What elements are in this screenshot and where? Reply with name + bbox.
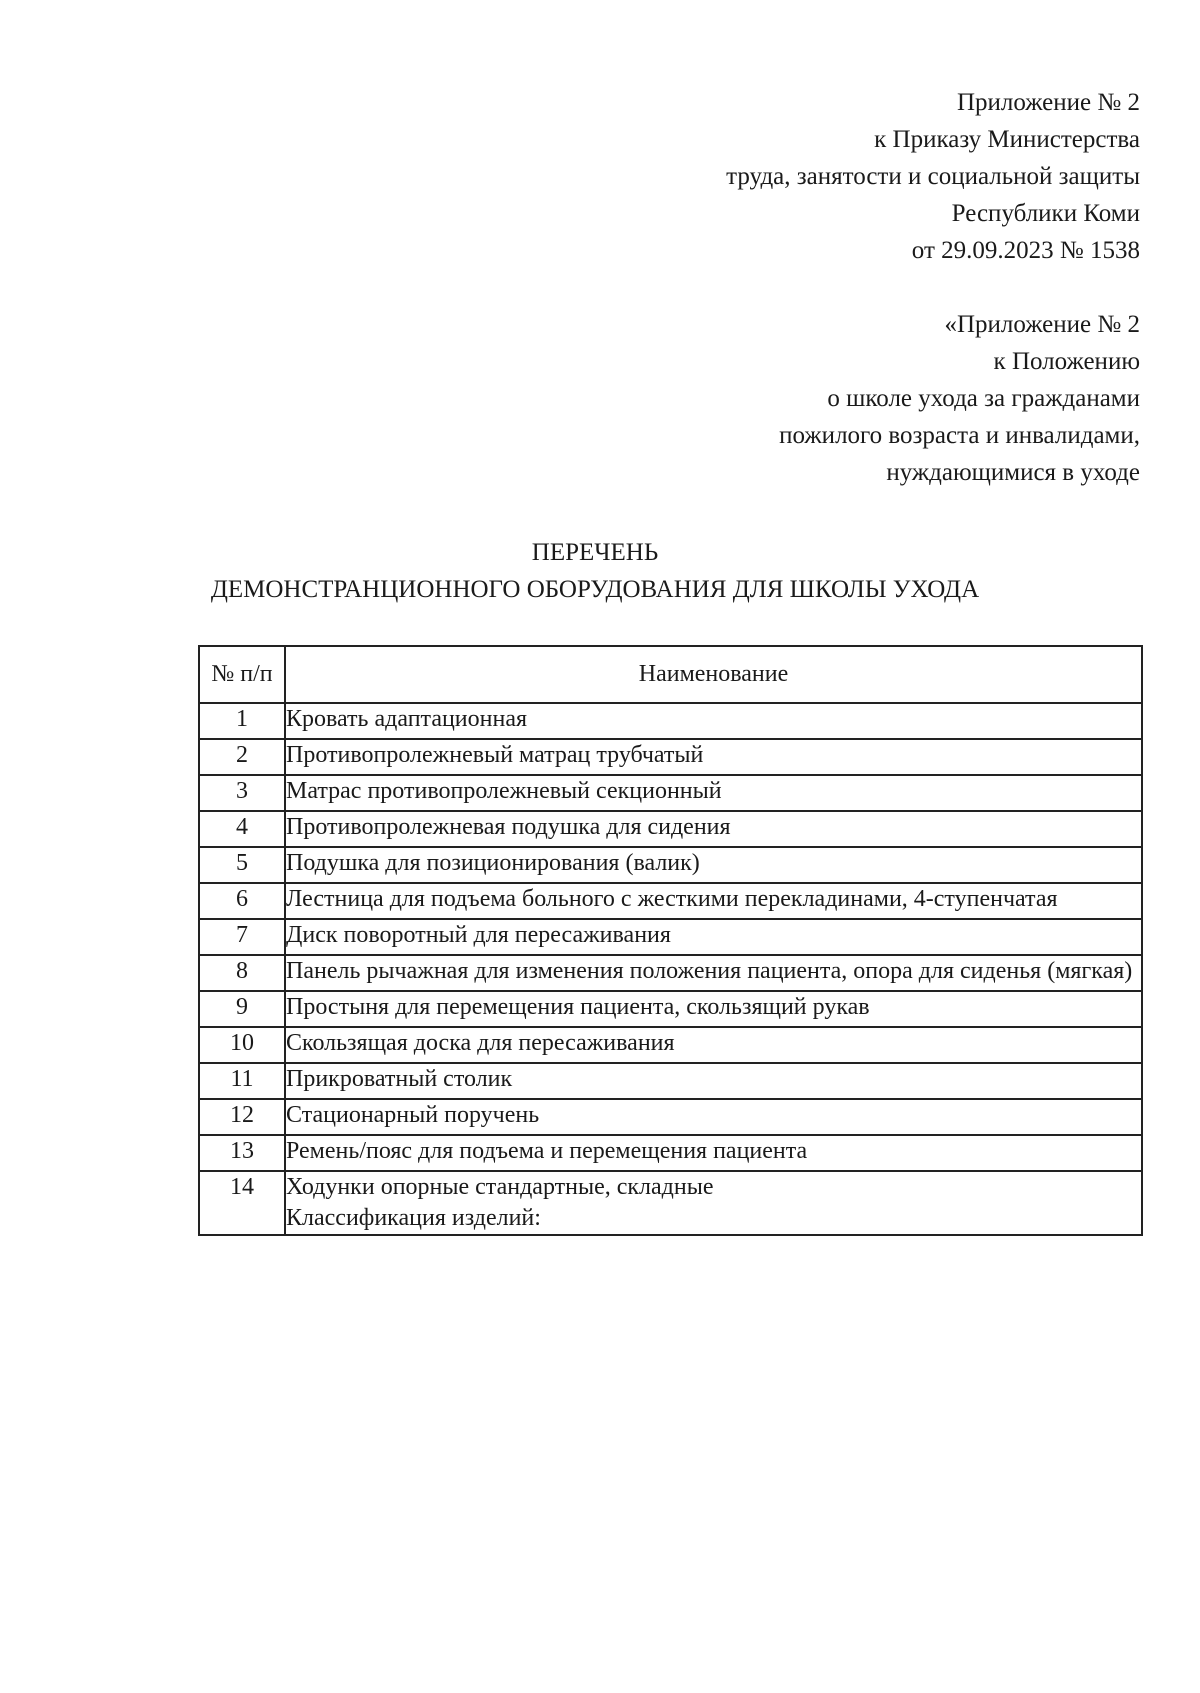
column-header-number: № п/п	[199, 646, 285, 703]
row-item-name	[285, 775, 1142, 811]
item-name-text: Подушка для позиционирования (валик)	[286, 850, 700, 876]
row-number: 3	[199, 775, 285, 811]
item-name-text: Прикроватный столик	[286, 1066, 513, 1092]
item-name-text: Противопролежневая подушка для сидения	[286, 814, 731, 840]
regulation-annex-line: «Приложение № 2	[944, 311, 1140, 338]
table-row	[199, 775, 1142, 811]
row-item-name	[285, 1027, 1142, 1063]
annex-header	[726, 84, 1140, 269]
table-body	[199, 703, 1142, 1235]
row-item-name	[285, 739, 1142, 775]
row-number: 11	[199, 1063, 285, 1099]
table-header-row	[199, 646, 1142, 703]
annex-line: труда, занятости и социальной защиты	[726, 163, 1140, 190]
row-number: 6	[199, 883, 285, 919]
table-row	[199, 1063, 1142, 1099]
item-name-text: Скользящая доска для пересаживания	[286, 1030, 675, 1056]
row-item-name	[285, 1063, 1142, 1099]
item-name-text: Простыня для перемещения пациента, скользящий рукав	[286, 994, 870, 1020]
row-item-name	[285, 847, 1142, 883]
row-item-name	[285, 919, 1142, 955]
regulation-annex-header	[779, 306, 1140, 491]
regulation-annex-line: о школе ухода за гражданами	[827, 385, 1140, 412]
table-row	[199, 811, 1142, 847]
row-item-name	[285, 883, 1142, 919]
regulation-annex-line: пожилого возраста и инвалидами,	[779, 422, 1140, 449]
document-subtitle: ДЕМОНСТРАНЦИОННОГО ОБОРУДОВАНИЯ ДЛЯ ШКОЛЫ УХОДА	[210, 576, 980, 603]
table-row	[199, 955, 1142, 991]
row-number: 4	[199, 811, 285, 847]
row-number: 5	[199, 847, 285, 883]
table-row	[199, 1027, 1142, 1063]
regulation-annex-line: к Положению	[993, 348, 1140, 375]
table-row	[199, 919, 1142, 955]
document-title: ПЕРЕЧЕНЬ	[531, 539, 659, 566]
annex-line: Приложение № 2	[956, 89, 1140, 116]
item-name-text: Ремень/пояс для подъема и перемещения пациента	[286, 1138, 808, 1164]
table-row	[199, 703, 1142, 739]
row-item-name	[285, 991, 1142, 1027]
column-header-name: Наименование	[285, 646, 1142, 703]
annex-line: от 29.09.2023 № 1538	[911, 237, 1140, 264]
row-number: 7	[199, 919, 285, 955]
item-name-text: Диск поворотный для пересаживания	[286, 922, 671, 948]
item-name-text: Панель рычажная для изменения положения пациента, опора для сиденья (мягкая)	[286, 958, 1133, 984]
row-item-name	[285, 1171, 1142, 1235]
table-row	[199, 1099, 1142, 1135]
item-name-text: Матрас противопролежневый секционный	[286, 778, 722, 804]
row-number: 2	[199, 739, 285, 775]
item-name-text: Противопролежневый матрац трубчатый	[286, 742, 704, 768]
row-number: 14	[199, 1171, 285, 1235]
row-item-name	[285, 1099, 1142, 1135]
table-row	[199, 883, 1142, 919]
table-row	[199, 739, 1142, 775]
row-number: 8	[199, 955, 285, 991]
row-item-name	[285, 1135, 1142, 1171]
annex-line: к Приказу Министерства	[874, 126, 1140, 153]
row-number: 13	[199, 1135, 285, 1171]
table-row	[199, 1135, 1142, 1171]
table-row	[199, 847, 1142, 883]
row-item-name	[285, 811, 1142, 847]
row-number: 12	[199, 1099, 285, 1135]
annex-line: Республики Коми	[951, 200, 1140, 227]
item-name-text: Ходунки опорные стандартные, складные	[286, 1174, 714, 1200]
item-subline-text: Классификация изделий:	[286, 1205, 541, 1231]
equipment-table	[198, 645, 1143, 1236]
row-number: 9	[199, 991, 285, 1027]
item-name-text: Стационарный поручень	[286, 1102, 540, 1128]
row-number: 1	[199, 703, 285, 739]
item-name-text: Кровать адаптационная	[286, 706, 528, 732]
table-row	[199, 991, 1142, 1027]
row-number: 10	[199, 1027, 285, 1063]
regulation-annex-line: нуждающимися в уходе	[886, 459, 1140, 486]
table-row	[199, 1171, 1142, 1235]
row-item-name	[285, 703, 1142, 739]
row-item-name	[285, 955, 1142, 991]
item-name-text: Лестница для подъема больного с жесткими перекладинами, 4-ступенчатая	[286, 886, 1058, 912]
